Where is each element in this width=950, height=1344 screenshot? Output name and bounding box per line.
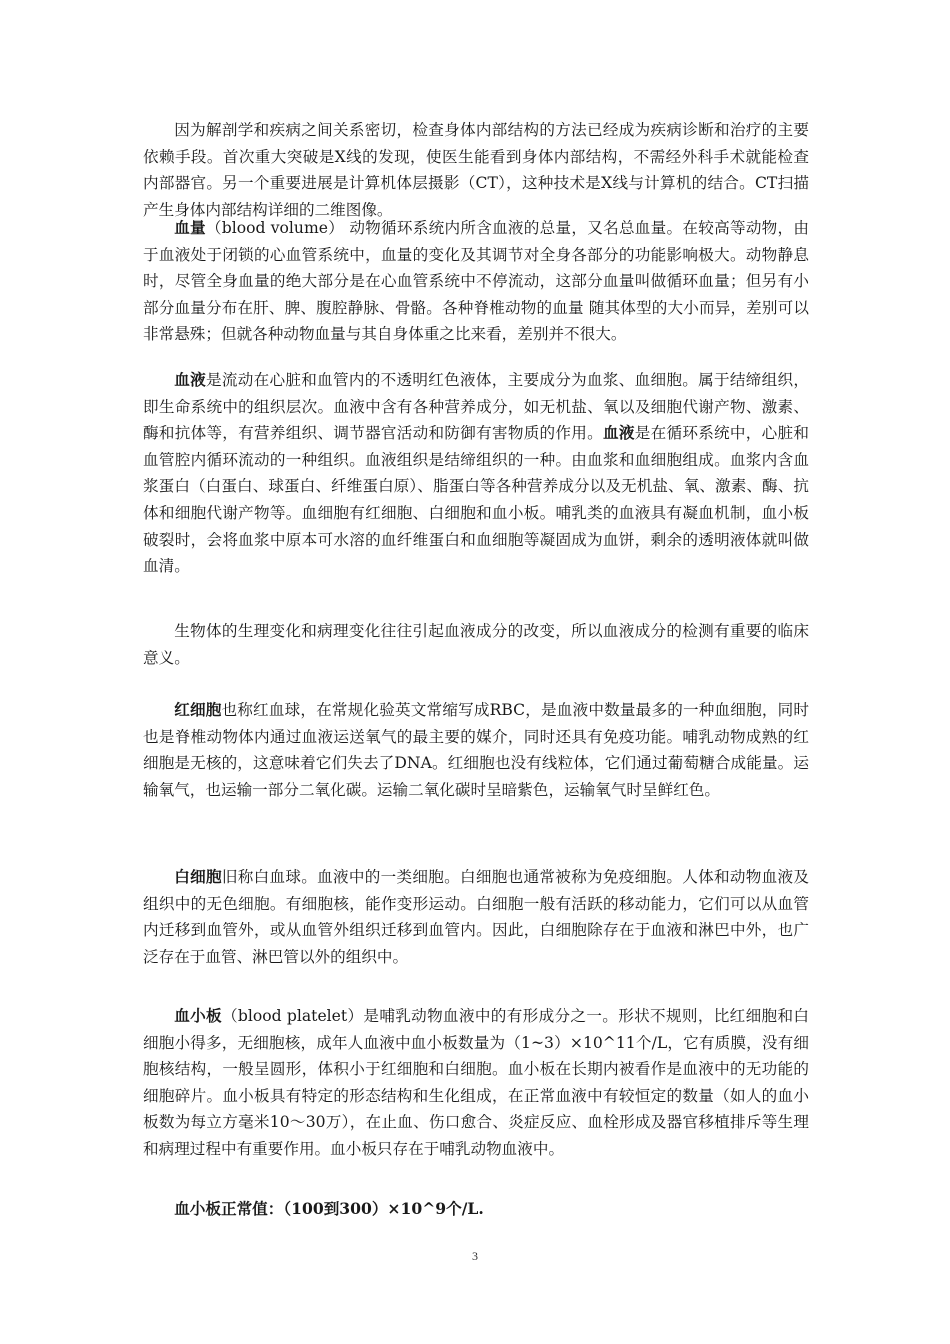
term-heading: 血小板: [174, 1006, 222, 1025]
term-heading: 血量: [174, 218, 206, 237]
paragraph-white-blood-cell: [143, 864, 809, 970]
paragraph-blood-volume: [143, 215, 809, 348]
paragraph-text: 也称红血球，在常规化验英文常缩写成RBC，是血液中数量最多的一种血细胞，同时也是脊椎动物体内通过血液运送氧气的最主要的媒介，同时还具有免疫功能。哺乳动物成熟的红细胞是无核的，这意味着它们失去了DNA。红细胞也没有线粒体，它们通过葡萄糖合成能量。运输氧气，也运输一部分二氧化碳。运输二氧化碳时呈暗紫色，运输氧气时呈鲜红色。: [143, 701, 809, 799]
paragraph-text: （blood volume） 动物循环系统内所含血液的总量，又名总血量。在较高等动物，由于血液处于闭锁的心血管系统中，血量的变化及其调节对全身各部分的功能影响极大。动物静息时，尽管全身血量的绝大部分是在心血管系统中不停流动，这部分血量叫做循环血量；但另有小部分血量分布在肝、脾、腹腔静脉、骨骼。各种脊椎动物的血量 随其体型的大小而异，差别可以非常悬殊；但就各种动物血量与其自身体重之比来看，差别并不很大。: [143, 219, 809, 344]
paragraph-text: 旧称白血球。血液中的一类细胞。白细胞也通常被称为免疫细胞。人体和动物血液及组织中的无色细胞。有细胞核，能作变形运动。白细胞一般有活跃的移动能力，它们可以从血管内迁移到血管外，或从血管外组织迁移到血管内。因此，白细胞除存在于血液和淋巴中外，也广泛存在于血管、淋巴管以外的组织中。: [143, 868, 809, 966]
paragraph-red-blood-cell: [143, 697, 809, 803]
paragraph-blood-testing: [143, 618, 809, 671]
paragraph-platelet: [143, 1003, 809, 1163]
term-heading: 红细胞: [174, 700, 222, 719]
paragraph-text: 血小板正常值：（100到300）×10^9个/L.: [174, 1199, 484, 1218]
page-number: 3: [472, 1249, 478, 1263]
paragraph-text: 是流动在心脏和血管内的不透明红色液体，主要成分为血浆、血细胞。属于结缔组织，即生命系统中的组织层次。血液中含有各种营养成分，如无机盐、氧以及细胞代谢产物、激素、酶和抗体等，有营养组织、调节器官活动和防御有害物质的作用。: [143, 371, 809, 443]
term-heading: 血液: [174, 370, 206, 389]
term-heading: 白细胞: [174, 867, 222, 886]
term-heading-inline: 血液: [603, 423, 635, 443]
paragraph-text: 生物体的生理变化和病理变化往往引起血液成分的改变，所以血液成分的检测有重要的临床意义。: [143, 622, 809, 667]
paragraph-text: 因为解剖学和疾病之间关系密切，检查身体内部结构的方法已经成为疾病诊断和治疗的主要依赖手段。首次重大突破是X线的发现，使医生能看到身体内部结构，不需经外科手术就能检查内部器官。另一个重要进展是计算机体层摄影（CT），这种技术是X线与计算机的结合。CT扫描产生身体内部结构详细的二维图像。: [143, 121, 809, 219]
paragraph-platelet-normal-value: [143, 1196, 809, 1223]
paragraph-imaging-intro: [143, 117, 809, 223]
paragraph-text-continued: 是在循环系统中，心脏和血管腔内循环流动的一种组织。血液组织是结缔组织的一种。由血浆和血细胞组成。血浆内含血浆蛋白（白蛋白、球蛋白、纤维蛋白原）、脂蛋白等各种营养成分以及无机盐、氧、激素、酶、抗体和细胞代谢产物等。血细胞有红细胞、白细胞和血小板。哺乳类的血液具有凝血机制，血小板破裂时，会将血浆中原本可水溶的血纤维蛋白和血细胞等凝固成为血饼，剩余的透明液体就叫做血清。: [143, 424, 809, 576]
paragraph-blood: [143, 367, 809, 580]
paragraph-text: （blood platelet）是哺乳动物血液中的有形成分之一。形状不规则，比红细胞和白细胞小得多，无细胞核，成年人血液中血小板数量为（1~3）×10^11个/L，它有质膜，没有细胞核结构，一般呈圆形，体积小于红细胞和白细胞。血小板在长期内被看作是血液中的无功能的细胞碎片。血小板具有特定的形态结构和生化组成，在正常血液中有较恒定的数量（如人的血小板数为每立方毫米10～30万），在止血、伤口愈合、炎症反应、血栓形成及器官移植排斥等生理和病理过程中有重要作用。血小板只存在于哺乳动物血液中。: [143, 1007, 809, 1158]
